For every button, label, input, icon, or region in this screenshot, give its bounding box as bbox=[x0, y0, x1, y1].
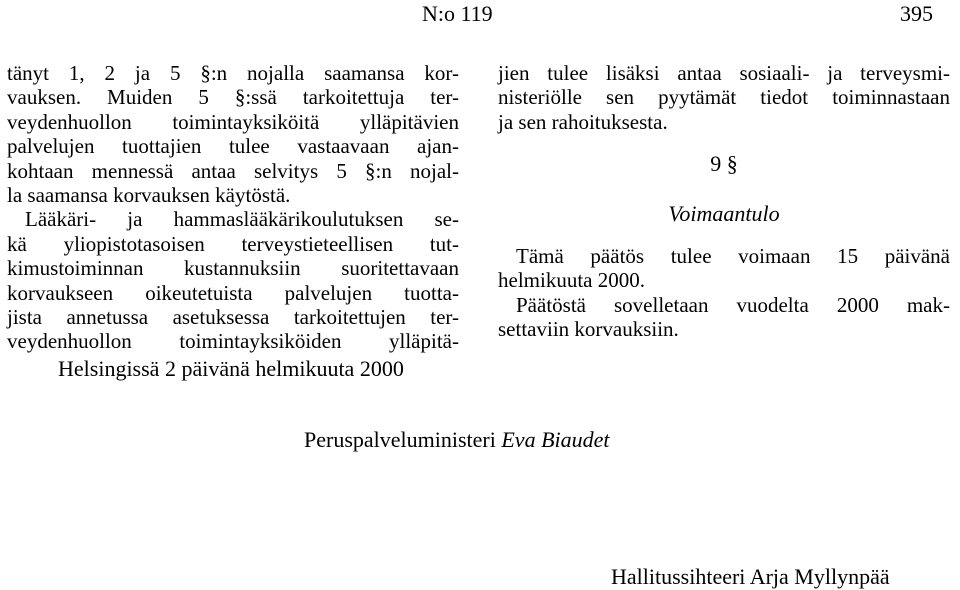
text-line: jista annetussa asetuksessa tarkoitettujen ter- bbox=[7, 304, 459, 329]
text-line: jien tulee lisäksi antaa sosiaali- ja terveysmi- bbox=[498, 61, 950, 85]
text-line: vauksen. Muiden 5 §:ssä tarkoitettuja ter- bbox=[7, 85, 459, 110]
section-title: Voimaantulo bbox=[668, 201, 780, 226]
text-line: veydenhuollon toimintayksiköiden ylläpitä- bbox=[7, 329, 459, 354]
text-line: veydenhuollon toimintayksiköitä ylläpitävien bbox=[7, 109, 459, 134]
text-line: kimustoiminnan kustannuksiin suoritettavaan bbox=[7, 256, 459, 281]
left-column bbox=[7, 61, 459, 354]
text-line: nisteriölle sen pyytämät tiedot toiminnastaan bbox=[498, 85, 950, 110]
text-line: tänyt 1, 2 ja 5 §:n nojalla saamansa kor- bbox=[7, 61, 459, 85]
right-column bbox=[498, 61, 950, 134]
minister-name: Eva Biaudet bbox=[501, 427, 610, 452]
text-line: kohtaan mennessä antaa selvitys 5 §:n nojal- bbox=[7, 158, 459, 183]
text-line: Päätöstä sovelletaan vuodelta 2000 mak- bbox=[516, 292, 950, 317]
text-line: ja sen rahoituksesta. bbox=[498, 109, 668, 134]
text-line: settaviin korvauksiin. bbox=[498, 317, 679, 342]
text-line: palvelujen tuottajien tulee vastaavaan ajan- bbox=[7, 134, 459, 159]
paragraph-effective bbox=[498, 244, 950, 342]
minister-title: Peruspalveluministeri bbox=[304, 427, 496, 452]
minister-signature bbox=[304, 427, 610, 453]
section-number: 9 § bbox=[710, 151, 738, 176]
text-line: Tämä päätös tulee voimaan 15 päivänä bbox=[516, 244, 950, 268]
place-date: Helsingissä 2 päivänä helmikuuta 2000 bbox=[58, 356, 404, 381]
text-line: korvaukseen oikeutetuista palvelujen tuotta- bbox=[7, 280, 459, 305]
text-line: la saamansa korvauksen käytöstä. bbox=[7, 182, 291, 207]
secretary-signature: Hallitussihteeri Arja Myllynpää bbox=[611, 564, 890, 589]
text-line: Lääkäri- ja hammaslääkärikoulutuksen se- bbox=[25, 207, 459, 232]
text-line: helmikuuta 2000. bbox=[498, 268, 645, 293]
issue-number: N:o 119 bbox=[422, 1, 493, 26]
text-line: kä yliopistotasoisen terveystieteellisen tut- bbox=[7, 231, 459, 256]
page-number: 395 bbox=[900, 1, 933, 26]
